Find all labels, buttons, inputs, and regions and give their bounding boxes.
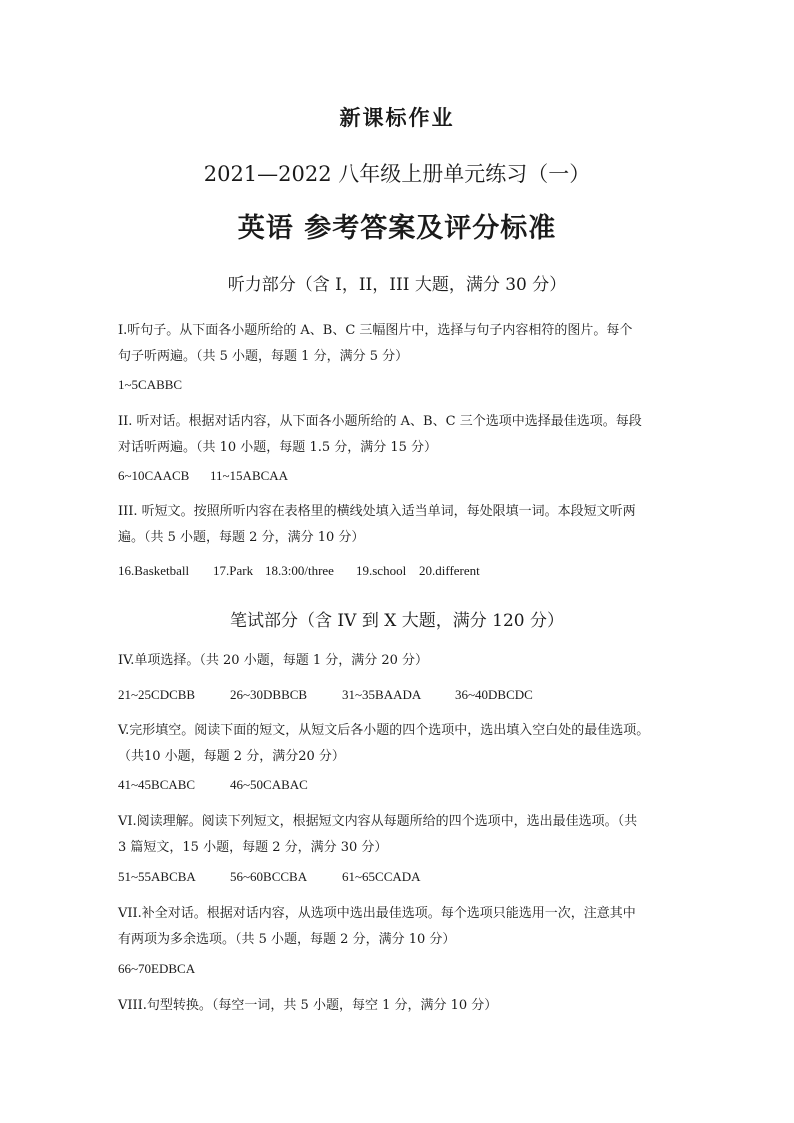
question-6-answers	[118, 869, 421, 885]
document-header: 新课标作业	[339, 105, 455, 130]
answer-group: 16.Basketball	[118, 563, 190, 578]
answer-group: 11~15ABCAA	[210, 468, 289, 483]
answer-group: 41~45BCABC	[118, 777, 196, 792]
listening-section-heading: 听力部分（含 I，II，III 大题，满分 30 分）	[227, 275, 567, 295]
question-1-instructions	[118, 318, 684, 370]
answer-group: 56~60BCCBA	[230, 869, 308, 884]
question-5-answers	[118, 777, 308, 793]
instruction-line: 对话听两遍。（共 10 小题，每题 1.5 分，满分 15 分）	[118, 440, 438, 455]
document-subtitle: 英语 参考答案及评分标准	[237, 213, 557, 244]
answer-group: 66~70EDBCA	[118, 961, 196, 976]
answer-group: 26~30DBBCB	[230, 687, 308, 702]
instruction-line: 句子听两遍。（共 5 小题，每题 1 分，满分 5 分）	[118, 349, 409, 364]
answer-group: 18.3:00/three	[265, 563, 334, 578]
answer-group: 17.Park	[213, 563, 254, 578]
answer-group: 1~5CABBC	[118, 377, 183, 392]
answer-group: 31~35BAADA	[342, 687, 422, 702]
writing-section-heading: 笔试部分（含 IV 到 X 大题，满分 120 分）	[230, 611, 564, 631]
answer-group: 36~40DBCDC	[455, 687, 533, 702]
instruction-line: 有两项为多余选项。（共 5 小题，每题 2 分，满分 10 分）	[118, 932, 456, 947]
instruction-line: （共10 小题，每题 2 分，满分20 分）	[118, 749, 345, 764]
instruction-line: IV.单项选择。（共 20 小题，每题 1 分，满分 20 分）	[118, 653, 429, 668]
instruction-line: Ⅰ.听句子。从下面各小题所给的 A、B、C 三幅图片中，选择与句子内容相符的图片。每个	[118, 323, 633, 338]
instruction-line: 遍。（共 5 小题，每题 2 分，满分 10 分）	[118, 530, 365, 545]
instruction-line: 3 篇短文，15 小题，每题 2 分，满分 30 分）	[118, 840, 388, 855]
instruction-line: III. 听短文。按照所听内容在表格里的横线处填入适当单词，每处限填一词。本段短文听两	[118, 504, 636, 519]
answer-group: 6~10CAACB	[118, 468, 190, 483]
question-2-answers	[118, 468, 288, 484]
instruction-line: V.完形填空。阅读下面的短文，从短文后各小题的四个选项中，选出填入空白处的最佳选项。	[118, 723, 650, 738]
answer-group: 61~65CCADA	[342, 869, 421, 884]
question-6-instructions	[118, 809, 684, 861]
question-7-instructions	[118, 901, 684, 953]
answer-group: 51~55ABCBA	[118, 869, 196, 884]
document-title: 2021—2022 八年级上册单元练习（一）	[203, 162, 591, 186]
question-4-instructions	[118, 648, 684, 674]
question-5-instructions	[118, 718, 684, 770]
question-3-answers	[118, 563, 480, 579]
answer-group: 19.school	[356, 563, 407, 578]
question-7-answers	[118, 961, 195, 977]
answer-group: 46~50CABAC	[230, 777, 308, 792]
question-3-instructions	[118, 499, 684, 551]
question-1-answers	[118, 377, 182, 393]
question-4-answers	[118, 687, 533, 703]
instruction-line: VI.阅读理解。阅读下列短文，根据短文内容从每题所给的四个选项中，选出最佳选项。（共	[118, 814, 638, 829]
answer-group: 20.different	[419, 563, 480, 578]
instruction-line: VII.补全对话。根据对话内容，从选项中选出最佳选项。每个选项只能选用一次，注意其中	[118, 906, 636, 921]
question-2-instructions	[118, 409, 684, 461]
instruction-line: II. 听对话。根据对话内容，从下面各小题所给的 A、B、C 三个选项中选择最佳选项。每段	[118, 414, 642, 429]
question-8-instructions	[118, 993, 684, 1019]
answer-group: 21~25CDCBB	[118, 687, 196, 702]
instruction-line: VIII.句型转换。（每空一词，共 5 小题，每空 1 分，满分 10 分）	[118, 998, 498, 1013]
